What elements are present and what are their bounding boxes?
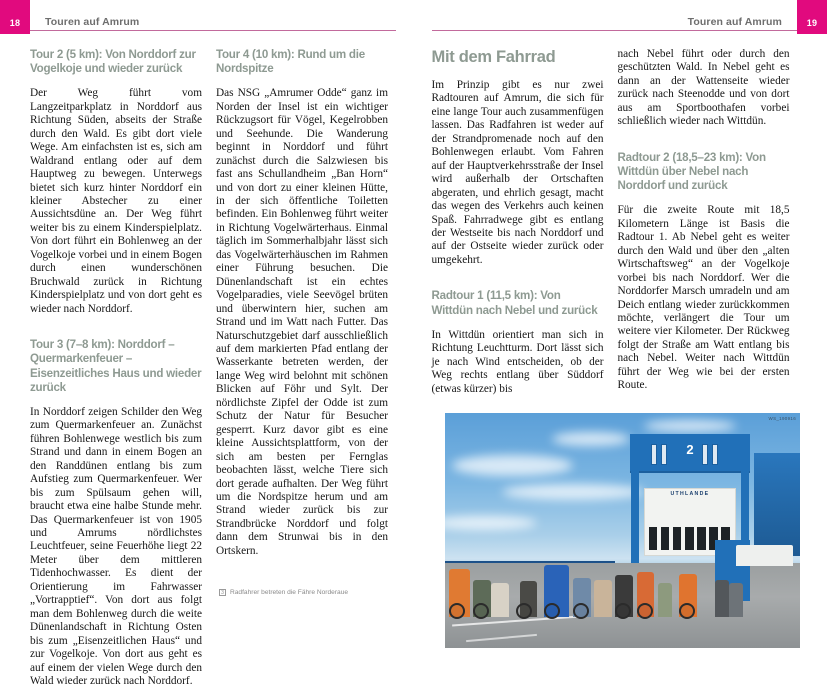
photo-caption-text: Radfahrer betreten die Fähre Norderaue [230, 588, 348, 597]
photo-canvas [445, 413, 800, 648]
bicycle-wheel [679, 603, 695, 619]
left-page-columns [30, 48, 396, 640]
left-running-head [0, 0, 414, 40]
radtour-1-heading: Radtour 1 (11,5 km): Von Wittdün nach Nebel und zurück [432, 289, 604, 317]
left-column-1 [30, 48, 202, 640]
radtour-1-continuation: nach Nebel führt oder durch den geschützten Wald. In Nebel geht es dann an der Wattenseite wieder zurück nach Steenodde und von dort aus am Sportboothafen vorbei schließlich wieder nach Wittdün. [618, 48, 790, 129]
tour-3-heading: Tour 3 (7–8 km): Norddorf – Quermarkenfeuer – Eisenzeitliches Haus und wieder zurück [30, 338, 202, 395]
harbour-crane [754, 453, 800, 556]
fahrrad-intro-text: Im Prinzip gibt es nur zwei Radtouren auf Amrum, die sich für eine lange Tour auch zusammenfügen lassen. Das Radfahren ist weder auf der Strandpromenade noch auf den Bohlenwegen erlaubt. Vom Fahren auf der Hauptverkehrsstraße der Insel wird außerhalb der Ortschaften abgeraten, und ehrlich gesagt, macht das wegen des Verkehrs auch keinen Spaß. Fahrradwege gibt es entlang der Westseite bis nach Norddorf und auf der Ostseite wieder zurück oder umgekehrt. [432, 79, 604, 267]
cloud-shape [445, 516, 537, 530]
photo-caption [219, 588, 409, 597]
tour-4-heading: Tour 4 (10 km): Rund um die Nordspitze [216, 48, 388, 76]
cyclist [658, 583, 672, 618]
photo-watermark: WS_190916 [769, 416, 796, 421]
bicycle-wheel [544, 603, 560, 619]
bicycle-wheel [449, 603, 465, 619]
cyclist-crowd [445, 542, 800, 617]
tour-3-text: In Norddorf zeigen Schilder den Weg zum Quermarkenfeuer an. Zunächst führen Bohlenwege westlich bis zum Strand und dann in einem Bogen an den Randdünen entlang bis zum Aufstieg zum Quermarkenfeuer. Wer bis zum Spülsaum gehen will, braucht etwa eine halbe Stunde mehr. Das Quermarkenfeuer ist von 1905 und Amrums nördlichstes Leuchtfeuer, seine Feuerhöhe liegt 22 Meter über dem mittleren Tidenhochwasser. Es dient der Orientierung im Fahrwasser „Vortrapptief“. Von dort aus folgt man dem Bohlenweg durch die weite Dünenlandschaft in Richtung Osten bis zum „Eisenzeitlichen Haus“ und zur Vogelkoje. Von dort aus geht es auf einem der vielen Wege durch den Wald wieder zurück nach Norddorf. [30, 406, 202, 688]
section-heading-fahrrad: Mit dem Fahrrad [432, 48, 604, 66]
bicycle-wheel [637, 603, 653, 619]
running-title-left: Touren auf Amrum [45, 16, 139, 28]
running-title-right: Touren auf Amrum [688, 16, 782, 28]
tour-2-heading: Tour 2 (5 km): Von Norddorf zur Vogelkoje und wieder zurück [30, 48, 202, 76]
tour-2-text: Der Weg führt vom Langzeitparkplatz in Norddorf aus Richtung Süden, abseits der Straße durch den Wald. Es gibt dort viele Wege. Am einfachsten ist es, sich am Waldrand entlang oder auf dem Hauptweg zu bewegen. Unterwegs bietet sich kurz hinter Norddorf ein kleiner Abstecher zu einer Aussichtsdüne an. Der Weg führt weiter bis zu einem Kinderspielplatz. Von dort führt ein Bohlenweg an der Vogelkoje vorbei und in einem Bogen durch einen wunderschönen Bruchwald zurück in Richtung Kinderspielplatz und von dort geht es wieder nach Norddorf. [30, 87, 202, 316]
ferry-terminal-photo [445, 413, 800, 648]
cyclist [594, 580, 612, 618]
pedestrian [729, 583, 743, 618]
page-number-right: 19 [807, 18, 817, 28]
page-number-tab-left [0, 0, 30, 34]
ferry-name: UTHLANDE [630, 491, 751, 497]
tour-4-text: Das NSG „Amrumer Odde“ ganz im Norden der Insel ist ein wichtiger Rückzugsort für Vögel, Kegelrobben und Seehunde. Die Wanderung beginnt in Norddorf und führt zunächst durch die Salzwiesen bis fast ans Schullandheim „Ban Horn“ und von dort zu einer kleinen Hütte, in der sich öffentliche Toiletten befinden. Ein Bohlenweg führt weiter in Richtung Vogelwärterhaus. Einmal täglich im Sommerhalbjahr lässt sich das Vogelwärterhäuschen im Rahmen einer Führung besuchen. Die Dünenlandschaft ist ein echtes Vogelparadies, viele Seevögel brüten und überwintern hier, suchen am Strand und im Watt nach Futter. Das Naturschutzgebiet darf ausschließlich auf dem markierten Pfad entlang der Wasserkante betreten werden, der lange Weg wird belohnt mit schönen Blicken auf Föhr und Sylt. Der nördlichste Zipfel der Odde ist zum Schutz der Natur für Besucher gesperrt. Kurz davor gibt es eine kleine Aussichtsplattform, von der sich am besten per Fernglas beobachten lässt, welche Tiere sich dort gerade aufhalten. Der Weg führt um die Nordspitze herum und am Strand wieder zurück bis zur Strandbrücke Norddorf und folgt dann dem Strunwai bis in den Ortskern. [216, 87, 388, 558]
radtour-2-heading: Radtour 2 (18,5–23 km): Von Wittdün über Nebel nach Norddorf und zurück [618, 151, 790, 194]
photo-marker-icon: 3 [219, 589, 226, 596]
cloud-shape [452, 455, 573, 476]
bicycle-wheel [473, 603, 489, 619]
bicycle-wheel [573, 603, 589, 619]
pedestrian [715, 580, 729, 618]
header-rule-right [432, 30, 798, 31]
left-column-2 [216, 48, 388, 640]
radtour-2-text: Für die zweite Route mit 18,5 Kilometern Länge ist Basis die Radtour 1. Ab Nebel geht es weiter durch den Wald und über den „alten Wirtschaftsweg“ an der Vogelkoje vorbei bis nach Norddorf. Wer die Norddorfer Marsch umradeln und am Deich entlang wieder zurückkommen möchte, verlängert die Tour um weitere vier Kilometer. Der Rückweg folgt der Straße am Watt entlang bis nach Nebel. Weiter nach Wittdün führt der Weg wie bei der ersten Route. [618, 204, 790, 392]
page-number-tab-right [797, 0, 827, 34]
radtour-1-text: In Wittdün orientiert man sich in Richtung Leuchtturm. Dort lässt sich je nach Wind entscheiden, ob der Weg rechts entlang über Süddorf (etwas kürzer) bis [432, 329, 604, 396]
left-page [0, 0, 414, 648]
bicycle-wheel [516, 603, 532, 619]
cyclist [491, 583, 509, 618]
right-running-head [414, 0, 827, 40]
page-number-left: 18 [10, 18, 20, 28]
cloud-shape [552, 432, 630, 446]
header-rule-left [30, 30, 396, 31]
cloud-shape [502, 484, 644, 500]
gantry-berth-number: 2 [630, 442, 751, 457]
cloud-shape [644, 420, 736, 432]
bicycle-wheel [615, 603, 631, 619]
